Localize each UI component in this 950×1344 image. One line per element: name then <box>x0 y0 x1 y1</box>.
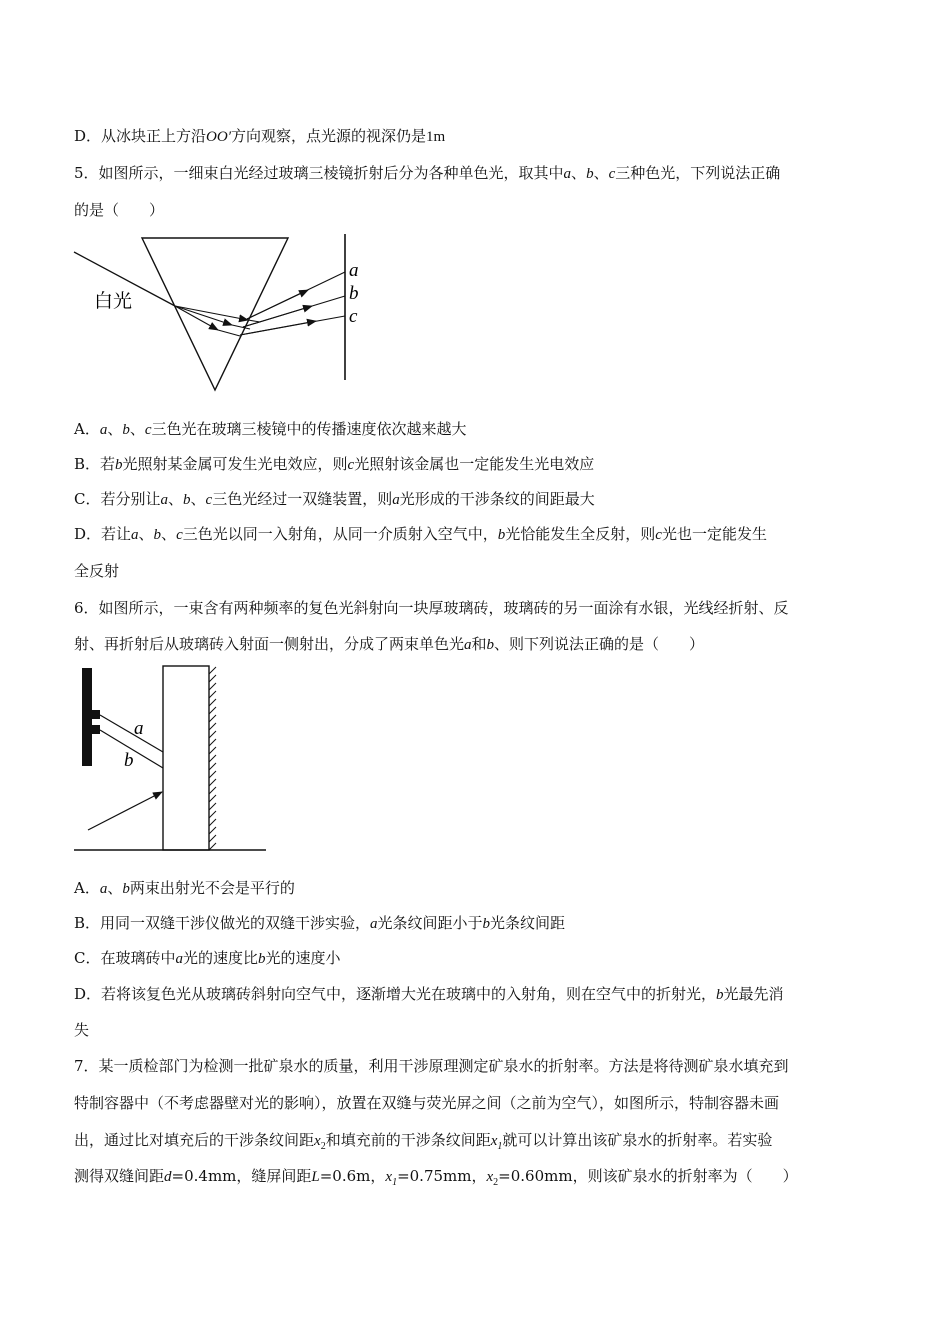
exit-ray-a <box>100 715 163 752</box>
label-b: b <box>349 283 359 304</box>
q7-line4: 测得双缝间距d=0.4mm，缝屏间距L=0.6m，$x_1=0.75mm$，$x_2=0.60mm$，则该矿泉水的折射率为（ ） <box>74 1167 798 1188</box>
incident-ray <box>88 792 162 830</box>
q6-option-d: D．若将该复色光从玻璃砖斜射向空气中，逐渐增大光在玻璃中的入射角，则在空气中的折射光，b光最先消 <box>74 985 784 1003</box>
prism-figure <box>70 228 370 396</box>
q6-option-c: C．在玻璃砖中a光的速度比b光的速度小 <box>74 949 341 967</box>
q6-stem-line1: 6．如图所示，一束含有两种频率的复色光斜射向一块厚玻璃砖，玻璃砖的另一面涂有水银，光线经折射、反 <box>74 599 789 617</box>
q7-line3: 出，通过比对填充后的干涉条纹间距$x_2$和填充前的干涉条纹间距$x_1$就可以计算出该矿泉水的折射率。若实验 <box>74 1131 773 1152</box>
label-a: a <box>349 260 359 281</box>
white-light-label: 白光 <box>94 290 133 312</box>
q5-option-d-line2: 全反射 <box>74 562 120 580</box>
mercury-coating <box>209 667 216 850</box>
q5-option-b: B．若b光照射某金属可发生光电效应，则c光照射该金属也一定能发生光电效应 <box>74 455 595 473</box>
glass-block <box>163 666 209 850</box>
oo-prime-symbol: OO′ <box>206 129 231 145</box>
q7-line2: 特制容器中（不考虑器壁对光的影响），放置在双缝与荧光屏之间（之前为空气），如图所示，特制容器未画 <box>74 1094 780 1112</box>
glass-block-figure <box>70 662 270 856</box>
q6-option-d-line2: 失 <box>74 1021 90 1039</box>
q5-option-a: A．a、b、c三色光在玻璃三棱镜中的传播速度依次越来越大 <box>74 420 467 438</box>
q6-stem-line2: 射、再折射后从玻璃砖入射面一侧射出，分成了两束单色光a和b、则下列说法正确的是（ ） <box>74 635 705 653</box>
q5-option-d: D．若让a、b、c三色光以同一入射角，从同一介质射入空气中，b光恰能发生全反射，则c光也一定能发生 <box>74 525 767 543</box>
q6-option-a: A．a、b两束出射光不会是平行的 <box>74 879 295 897</box>
label-c: c <box>349 306 358 327</box>
q5-option-c: C．若分别让a、b、c三色光经过一双缝装置，则a光形成的干涉条纹的间距最大 <box>74 490 595 508</box>
q5-stem-line2: 的是（ ） <box>74 201 165 219</box>
label-b: b <box>124 750 134 771</box>
q5-stem-line1: 5．如图所示，一细束白光经过玻璃三棱镜折射后分为各种单色光，取其中a、b、c三种色光，下列说法正确 <box>74 164 781 182</box>
q4-option-d: D．从冰块正上方沿OO′方向观察，点光源的视深仍是1m <box>74 127 446 145</box>
q7-line1: 7．某一质检部门为检测一批矿泉水的质量，利用干涉原理测定矿泉水的折射率。方法是将待测矿泉水填充到 <box>74 1057 789 1075</box>
label-a: a <box>134 718 144 739</box>
q6-option-b: B．用同一双缝干涉仪做光的双缝干涉实验，a光条纹间距小于b光条纹间距 <box>74 914 566 932</box>
